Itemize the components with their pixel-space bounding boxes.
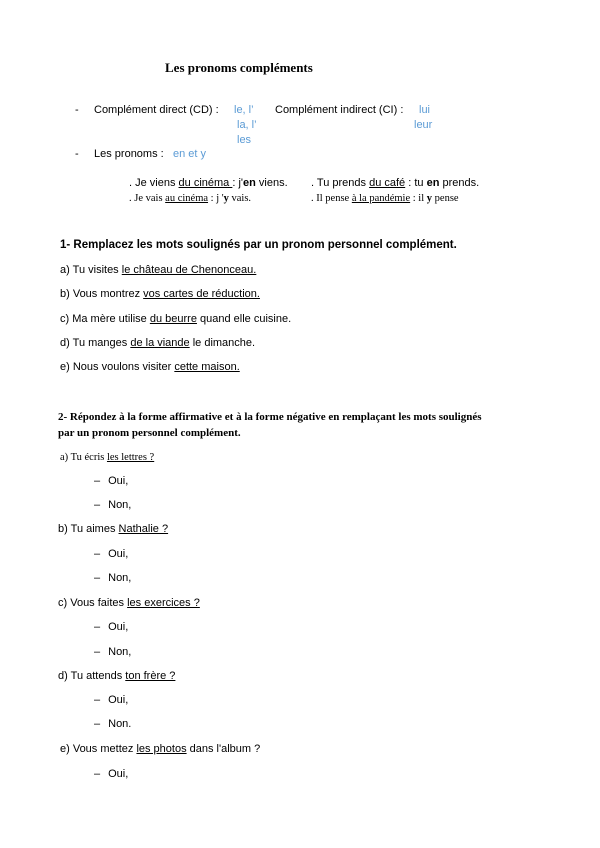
pronoms-value: en et y — [173, 148, 207, 160]
s2-c-non: – Non, — [94, 646, 132, 658]
bullet-cd: - — [75, 104, 79, 116]
s2-e-oui: – Oui, — [94, 768, 129, 780]
pronoms-label: Les pronoms : — [94, 148, 164, 160]
ci-value-1: lui — [419, 104, 431, 116]
example-1: . Je viens du cinéma : j'en viens. — [129, 177, 288, 189]
s2-item-c: c) Vous faites les exercices ? — [58, 597, 200, 609]
page-title: Les pronoms compléments — [165, 60, 313, 75]
cd-label: Complément direct (CD) : — [94, 104, 219, 116]
cd-value-1: le, l’ — [234, 104, 254, 116]
s1-item-d: d) Tu manges de la viande le dimanche. — [60, 337, 256, 349]
s1-item-a: a) Tu visites le château de Chenonceau. — [60, 264, 257, 276]
s2-item-b: b) Tu aimes Nathalie ? — [58, 523, 169, 535]
ci-value-2: leur — [414, 119, 433, 131]
s1-item-c: c) Ma mère utilise du beurre quand elle cuisine. — [60, 313, 292, 325]
s2-a-oui: – Oui, — [94, 475, 129, 487]
s2-d-oui: – Oui, — [94, 694, 129, 706]
s2-item-d: d) Tu attends ton frère ? — [58, 670, 176, 682]
s2-d-non: – Non. — [94, 718, 132, 730]
section2-heading-line2: par un pronom personnel complément. — [58, 427, 241, 439]
s2-b-oui: – Oui, — [94, 548, 129, 560]
example-3: . Je vais au cinéma : j 'y vais. — [129, 193, 252, 204]
s2-item-a: a) Tu écris les lettres ? — [60, 452, 155, 463]
section2-heading-line1: 2- Répondez à la forme affirmative et à la forme négative en remplaçant les mots soulignés — [58, 411, 482, 423]
s1-item-e: e) Nous voulons visiter cette maison. — [60, 361, 240, 373]
s2-c-oui: – Oui, — [94, 621, 129, 633]
section1-heading: 1- Remplacez les mots soulignés par un pronom personnel complément. — [60, 239, 457, 251]
s2-item-e: e) Vous mettez les photos dans l'album ? — [60, 743, 261, 755]
cd-value-2: la, l’ — [237, 119, 257, 131]
s1-item-b: b) Vous montrez vos cartes de réduction. — [60, 288, 260, 300]
cd-value-3: les — [237, 134, 252, 146]
example-4: . Il pense à la pandémie : il y pense — [311, 193, 459, 204]
s2-a-non: – Non, — [94, 499, 132, 511]
s2-b-non: – Non, — [94, 572, 132, 584]
ci-label: Complément indirect (CI) : — [275, 104, 404, 116]
bullet-pronoms: - — [75, 148, 79, 160]
example-2: . Tu prends du café : tu en prends. — [311, 177, 480, 189]
